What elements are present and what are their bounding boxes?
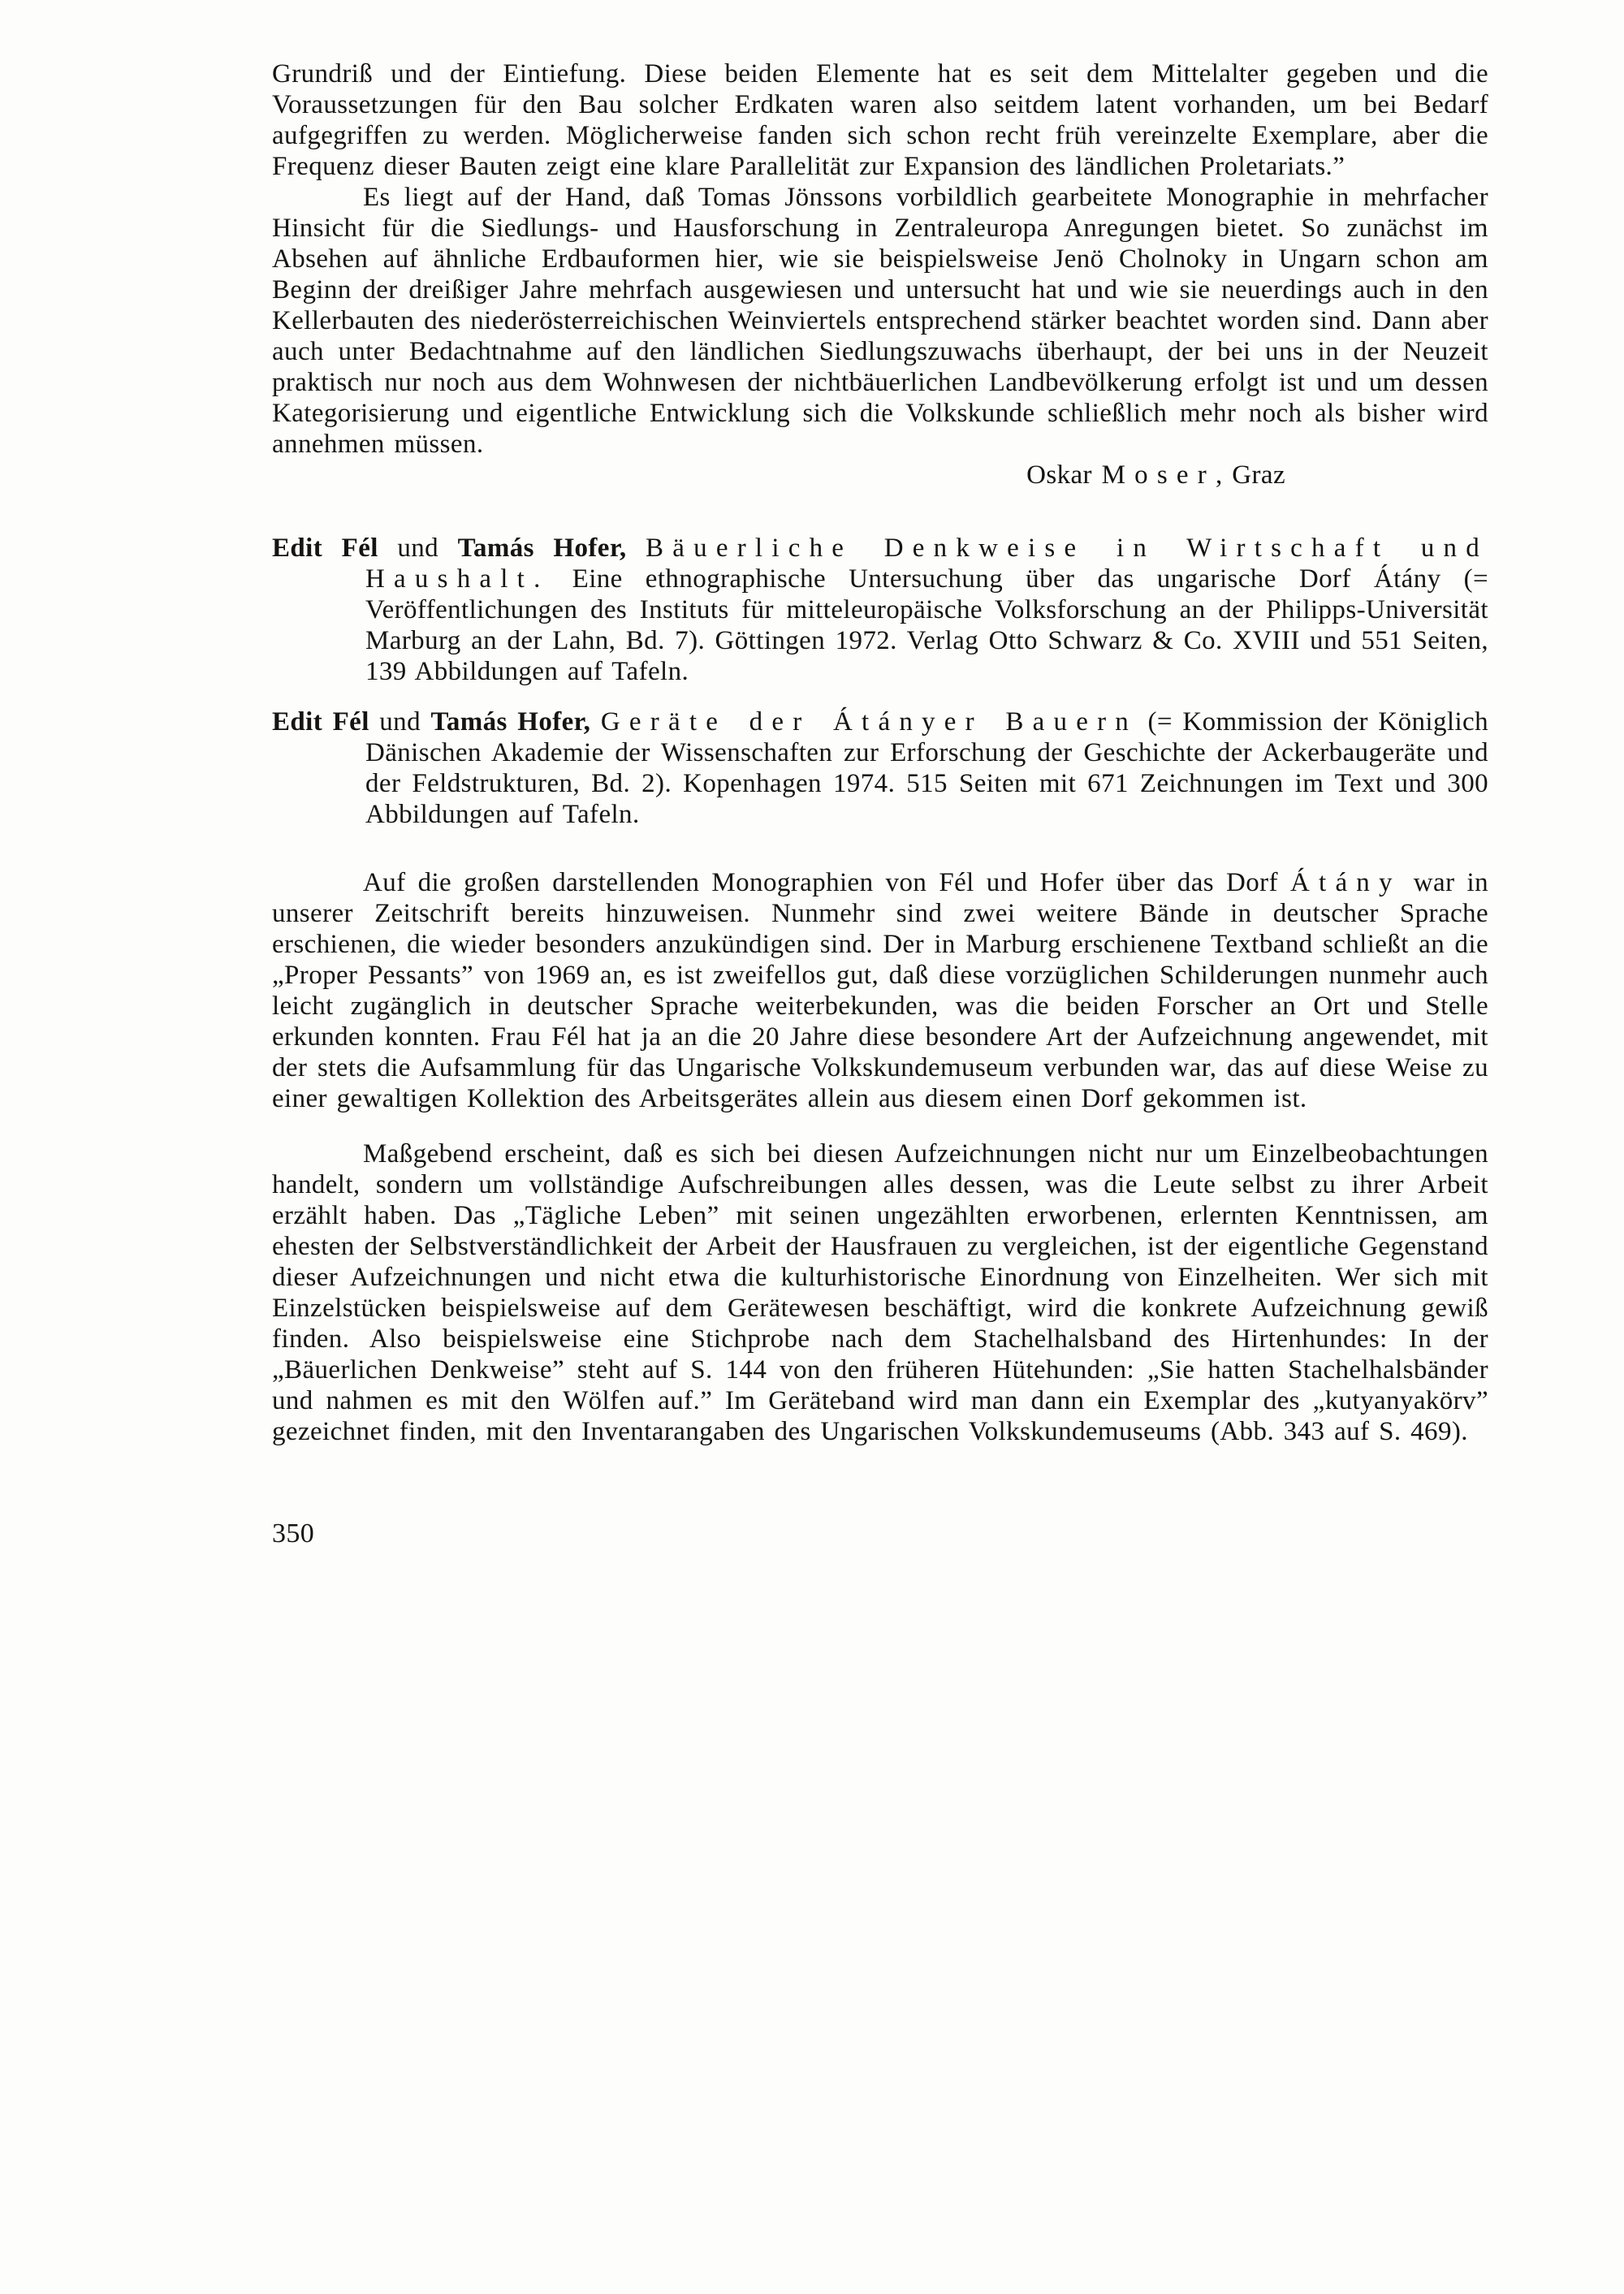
- text-run: Tamás Hofer,: [457, 534, 627, 563]
- text-column: [272, 58, 1488, 1549]
- text-run: Auf die großen darstellenden Monographien von Fél und Hofer über das Dorf: [363, 868, 1290, 897]
- text-run: Edit Fél: [272, 707, 369, 737]
- text-run: (= Kommission der Königlich Dänischen Akademie der Wissenschaften zur Erforschung der Geschichte der Ackerbaugeräte und der Feldstrukturen, Bd. 2). Kopenhagen 1974. 515 Seiten mit 671 Zeichnungen im Text und 300 Abbildungen auf Tafeln.: [365, 707, 1488, 829]
- text-run: Maßgebend erscheint, daß es sich bei diesen Aufzeichnungen nicht nur um Einzelbeobachtungen handelt, sondern um vollständige Aufschreibungen alles dessen, was die Leute selbst zu ihrer Arbeit erzählt haben. Das „Tägliche Leben” mit seinen ungezählten erworbenen, erlernten Kenntnissen, am ehesten der Selbstverständlichkeit der Arbeit der Hausfrauen zu vergleichen, ist der eigentliche Gegenstand dieser Aufzeichnungen und nicht etwa die kulturhistorische Einordnung von Einzelheiten. Wer sich mit Einzelstücken beispielsweise auf dem Gerätewesen beschäftigt, wird die konkrete Aufzeichnung gewiß finden. Also beispielsweise eine Stichprobe nach dem Stachelhalsband des Hirtenhundes: In der „Bäuerlichen Denkweise” steht auf S. 144 von den früheren Hütehunden: „Sie hatten Stachelhalsbänder und nahmen es mit den Wölfen auf.” Im Geräteband wird man dann ein Exemplar des „kutyanyakörv” gezeichnet finden, mit den Inventarangaben des Ungarischen Volkskundemuseums (Abb. 343 auf S. 469).: [272, 1139, 1488, 1446]
- text-run: [627, 534, 646, 563]
- text-run: Edit Fél: [272, 534, 378, 563]
- page-number: 350: [272, 1519, 315, 1549]
- text-run: Tamás Hofer,: [430, 707, 591, 737]
- text-run: und: [378, 534, 458, 563]
- text-run: war in unserer Zeitschrift bereits hinzuweisen. Nunmehr sind zwei weitere Bände in deutscher Sprache erschienen, die wieder besonders anzukündigen sind. Der in Marburg erschienene Textband schließt an die „Proper Pessants” von 1969 an, es ist zweifellos gut, daß diese vorzüglichen Schilderungen nunmehr auch leicht zugänglich in deutscher Sprache weiterbekunden, was die beiden Forscher an Ort und Stelle erkunden konnten. Frau Fél hat ja an die 20 Jahre diese besondere Art der Aufzeichnung angewendet, mit der stets die Aufsammlung für das Ungarische Volkskundemuseum verbunden war, das auf diese Weise zu einer gewaltigen Kollektion des Arbeitsgerätes allein aus diesem einen Dorf gekommen ist.: [272, 868, 1488, 1113]
- text-run: Bäuerliche Denkweise in Wirtschaft und Haushalt.: [365, 534, 1488, 594]
- text-run: Átány: [1290, 868, 1402, 897]
- text-run: , Graz: [1215, 460, 1285, 490]
- para-monographien-hinweis: [272, 867, 1488, 1114]
- text-run: und: [369, 707, 431, 737]
- text-run: Es liegt auf der Hand, daß Tomas Jönssons vorbildlich gearbeitete Monographie in mehrfacher Hinsicht für die Siedlungs- und Hausforschung in Zentraleuropa Anregungen bietet. So zunächst im Absehen auf ähnliche Erdbauformen hier, wie sie beispielsweise Jenö Cholnoky in Ungarn schon am Beginn der dreißiger Jahre mehrfach ausgewiesen und untersucht hat und wie sie neuerdings auch in den Kellerbauten des niederösterreichischen Weinviertels entsprechend stärker beachtet worden sind. Dann aber auch unter Bedachtnahme auf den ländlichen Siedlungszuwachs überhaupt, der bei uns in der Neuzeit praktisch nur noch aus dem Wohnwesen der nichtbäuerlichen Landbevölkerung erfolgt ist und um dessen Kategorisierung und eigentliche Entwicklung sich die Volkskunde schließlich mehr noch als bisher wird annehmen müssen.: [272, 183, 1488, 459]
- para-massgebend-aufzeichnungen: [272, 1138, 1488, 1447]
- reviewer-signature: [272, 460, 1488, 490]
- para-joensson-monographie: [272, 182, 1488, 460]
- text-run: Oskar: [1026, 460, 1102, 490]
- text-run: Geräte der Átányer Bauern: [600, 707, 1138, 737]
- text-run: Moser: [1101, 460, 1216, 490]
- text-run: [590, 707, 601, 737]
- bib-entry-geraete-atanyer-bauern: [272, 706, 1488, 830]
- bib-entry-baeuerliche-denkweise: [272, 533, 1488, 687]
- para-erdkaten-conclusion: [272, 58, 1488, 182]
- text-run: Grundriß und der Eintiefung. Diese beiden Elemente hat es seit dem Mittelalter gegeben und die Voraussetzungen für den Bau solcher Erdkaten waren also seitdem latent vorhanden, um bei Bedarf aufgegriffen zu werden. Möglicherweise fanden sich schon recht früh vereinzelte Exemplare, aber die Frequenz dieser Bauten zeigt eine klare Parallelität zur Expansion des ländlichen Proletariats.”: [272, 59, 1488, 181]
- text-run: Eine ethnographische Untersuchung über das ungarische Dorf Átány (= Veröffentlichungen des Instituts für mitteleuropäische Volksforschung an der Philipps-Universität Marburg an der Lahn, Bd. 7). Göttingen 1972. Verlag Otto Schwarz & Co. XVIII und 551 Seiten, 139 Abbildungen auf Tafeln.: [365, 564, 1488, 686]
